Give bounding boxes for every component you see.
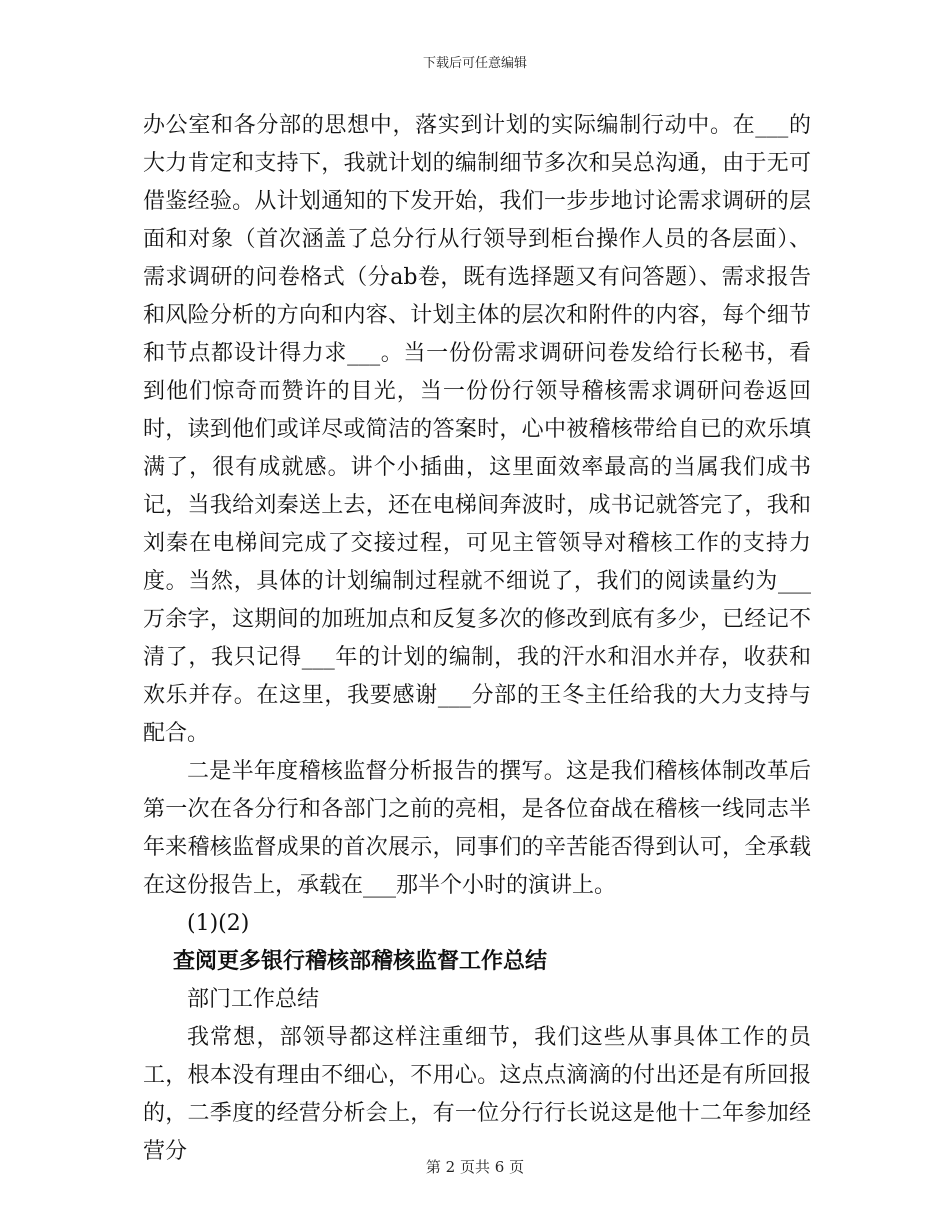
paragraph-closing: 我常想，部领导都这样注重细节，我们这些从事具体工作的员工，根本没有理由不细心，不用心。这点点滴滴的付出还是有所回报的，二季度的经营分析会上，有一位分行行长说这是他十二年参加经营分 (143, 1025, 811, 1164)
document-body (143, 107, 811, 1171)
page-footer: 第 2 页共 6 页 (425, 1158, 525, 1176)
paragraph-continuation: 办公室和各分部的思想中，落实到计划的实际编制行动中。在___的大力肯定和支持下，我就计划的编制细节多次和吴总沟通，由于无可借鉴经验。从计划通知的下发开始，我们一步步地讨论需求调研的层面和对象（首次涵盖了总分行从行领导到柜台操作人员的各层面）、需求调研的问卷格式（分ab卷，既有选择题又有问答题）、需求报告和风险分析的方向和内容、计划主体的层次和附件的内容，每个细节和节点都设计得力求___。当一份份需求调研问卷发给行长秘书，看到他们惊奇而赞许的目光，当一份份行领导稽核需求调研问卷返回时，读到他们或详尽或简洁的答案时，心中被稽核带给自已的欢乐填满了，很有成就感。讲个小插曲，这里面效率最高的当属我们成书记，当我给刘秦送上去，还在电梯间奔波时，成书记就答完了，我和刘秦在电梯间完成了交接过程，可见主管领导对稽核工作的支持力度。当然，具体的计划编制过程就不细说了，我们的阅读量约为___万余字，这期间的加班加点和反复多次的修改到底有多少，已经记不清了，我只记得___年的计划的编制，我的汗水和泪水并存，收获和欢乐并存。在这里，我要感谢___分部的王冬主任给我的大力支持与配合。 (143, 113, 811, 746)
paragraph-list-marker: (1)(2) (187, 911, 250, 936)
section-subheading: 部门工作总结 (187, 987, 320, 1012)
paragraph-report: 二是半年度稽核监督分析报告的撰写。这是我们稽核体制改革后第一次在各分行和各部门之前的亮相，是各位奋战在稽核一线同志半年来稽核监督成果的首次展示，同事们的辛苦能否得到认可，全承载在这份报告上，承载在___那半个小时的演讲上。 (143, 759, 811, 898)
section-heading: 查阅更多银行稽核部稽核监督工作总结 (173, 949, 548, 974)
page-header: 下载后可任意编辑 (422, 56, 527, 71)
